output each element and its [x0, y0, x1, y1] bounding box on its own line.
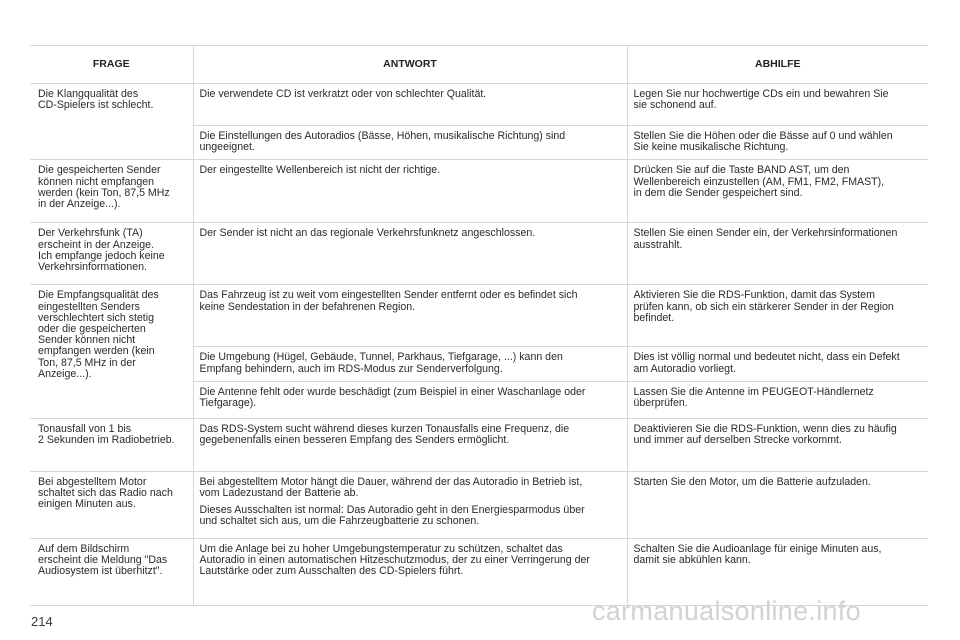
cell-paragraph: Der Verkehrsfunk (TA) erscheint in der Anzeige. Ich empfange jedoch keine Verkehrsinformationen.: [38, 227, 165, 274]
abhilfe-cell: [627, 126, 928, 160]
cell-paragraph: Die Umgebung (Hügel, Gebäude, Tunnel, Parkhaus, Tiefgarage, ...) kann den Empfang behindern, auch im RDS-Modus zur Senderverfolgung.: [199, 351, 563, 375]
abhilfe-cell: [627, 381, 928, 418]
abhilfe-cell: [627, 84, 928, 126]
table-row: [30, 418, 928, 471]
frage-cell: [30, 223, 193, 285]
table-row: [30, 471, 928, 538]
table-row: [30, 160, 928, 223]
abhilfe-cell: [627, 223, 928, 285]
frage-cell: [30, 285, 193, 418]
cell-paragraph: Die Empfangsqualität des eingestellten Senders verschlechtert sich stetig oder die gespeicherten Sender können nicht empfangen werden (kein Ton, 87,5 MHz in der Anzeige...).: [38, 289, 159, 380]
cell-paragraph: Das Fahrzeug ist zu weit vom eingestellten Sender entfernt oder es befindet sich keine Sendestation in der befahrenen Region.: [199, 289, 578, 313]
watermark: carmanualsonline.info: [592, 596, 861, 626]
header-abhilfe: ABHILFE: [627, 46, 928, 84]
antwort-cell: [193, 538, 627, 605]
cell-paragraph: Die Einstellungen des Autoradios (Bässe, Höhen, musikalische Richtung) sind ungeeignet.: [199, 130, 566, 154]
cell-paragraph: Aktivieren Sie die RDS-Funktion, damit das System prüfen kann, ob sich ein stärkerer Sender in der Region befindet.: [633, 289, 894, 324]
cell-paragraph: Starten Sie den Motor, um die Batterie aufzuladen.: [633, 475, 871, 488]
cell-paragraph: Dieses Ausschalten ist normal: Das Autoradio geht in den Energiesparmodus über und schaltet sich aus, um die Fahrzeugbatterie zu schonen.: [199, 504, 585, 528]
cell-paragraph: Bei abgestelltem Motor schaltet sich das Radio nach einigen Minuten aus.: [38, 475, 173, 511]
abhilfe-cell: [627, 347, 928, 381]
cell-paragraph: Drücken Sie auf die Taste BAND AST, um den Wellenbereich einzustellen (AM, FM1, FM2, FMAST), in dem die Sender gespeichert sind.: [633, 164, 885, 199]
abhilfe-cell: [627, 471, 928, 538]
cell-paragraph: Die Antenne fehlt oder wurde beschädigt (zum Beispiel in einer Waschanlage oder Tiefgarage).: [199, 385, 586, 410]
antwort-cell: [193, 126, 627, 160]
antwort-cell: [193, 347, 627, 381]
cell-paragraph: Der Sender ist nicht an das regionale Verkehrsfunknetz angeschlossen.: [199, 227, 536, 240]
table-row: [30, 223, 928, 285]
frage-cell: [30, 84, 193, 160]
cell-paragraph: Tonausfall von 1 bis 2 Sekunden im Radiobetrieb.: [38, 422, 175, 447]
cell-paragraph: Stellen Sie die Höhen oder die Bässe auf 0 und wählen Sie keine musikalische Richtung.: [633, 130, 893, 154]
frage-cell: [30, 418, 193, 471]
header-antwort: ANTWORT: [193, 46, 627, 84]
table-row: [30, 285, 928, 347]
frage-cell: [30, 538, 193, 605]
cell-paragraph: Lassen Sie die Antenne im PEUGEOT-Händlernetz überprüfen.: [633, 385, 874, 410]
cell-paragraph: Deaktivieren Sie die RDS-Funktion, wenn dies zu häufig und immer auf derselben Strecke vorkommt.: [633, 422, 897, 447]
antwort-cell: [193, 160, 627, 223]
frage-cell: [30, 471, 193, 538]
cell-paragraph: Die gespeicherten Sender können nicht empfangen werden (kein Ton, 87,5 MHz in der Anzeige...).: [38, 164, 170, 211]
page-number: 214: [31, 614, 53, 629]
antwort-cell: [193, 223, 627, 285]
abhilfe-cell: [627, 160, 928, 223]
cell-paragraph: Dies ist völlig normal und bedeutet nicht, dass ein Defekt am Autoradio vorliegt.: [633, 351, 900, 375]
table-row: [30, 84, 928, 126]
cell-paragraph: Legen Sie nur hochwertige CDs ein und bewahren Sie sie schonend auf.: [633, 88, 889, 112]
cell-paragraph: Der eingestellte Wellenbereich ist nicht der richtige.: [199, 164, 441, 177]
cell-paragraph: Das RDS-System sucht während dieses kurzen Tonausfalls eine Frequenz, die gegebenenfalls einen besseren Empfang des Senders ermöglicht.: [199, 422, 570, 447]
cell-paragraph: Auf dem Bildschirm erscheint die Meldung "Das Audiosystem ist überhitzt".: [38, 542, 168, 578]
cell-paragraph: Bei abgestelltem Motor hängt die Dauer, während der das Autoradio in Betrieb ist, vom Ladezustand der Batterie ab.: [199, 475, 583, 500]
troubleshooting-table: [30, 45, 928, 606]
abhilfe-cell: [627, 418, 928, 471]
cell-paragraph: Die Klangqualität des CD-Spielers ist schlecht.: [38, 88, 154, 112]
frage-cell: [30, 160, 193, 223]
antwort-cell: [193, 471, 627, 538]
antwort-cell: [193, 84, 627, 126]
cell-paragraph: Die verwendete CD ist verkratzt oder von schlechter Qualität.: [199, 88, 487, 100]
antwort-cell: [193, 418, 627, 471]
cell-paragraph: Stellen Sie einen Sender ein, der Verkehrsinformationen ausstrahlt.: [633, 227, 898, 251]
header-frage: FRAGE: [30, 46, 193, 84]
cell-paragraph: Um die Anlage bei zu hoher Umgebungstemperatur zu schützen, schaltet das Autoradio in einen automatischen Hitzeschutzmodus, der zu einer Verringerung der Lautstärke oder zum Ausschalten des CD-Spielers führt.: [199, 542, 590, 578]
abhilfe-cell: [627, 285, 928, 347]
table-header: [30, 46, 928, 84]
table-body: [30, 84, 928, 606]
antwort-cell: [193, 381, 627, 418]
cell-paragraph: Schalten Sie die Audioanlage für einige Minuten aus, damit sie abkühlen kann.: [633, 542, 882, 567]
antwort-cell: [193, 285, 627, 347]
